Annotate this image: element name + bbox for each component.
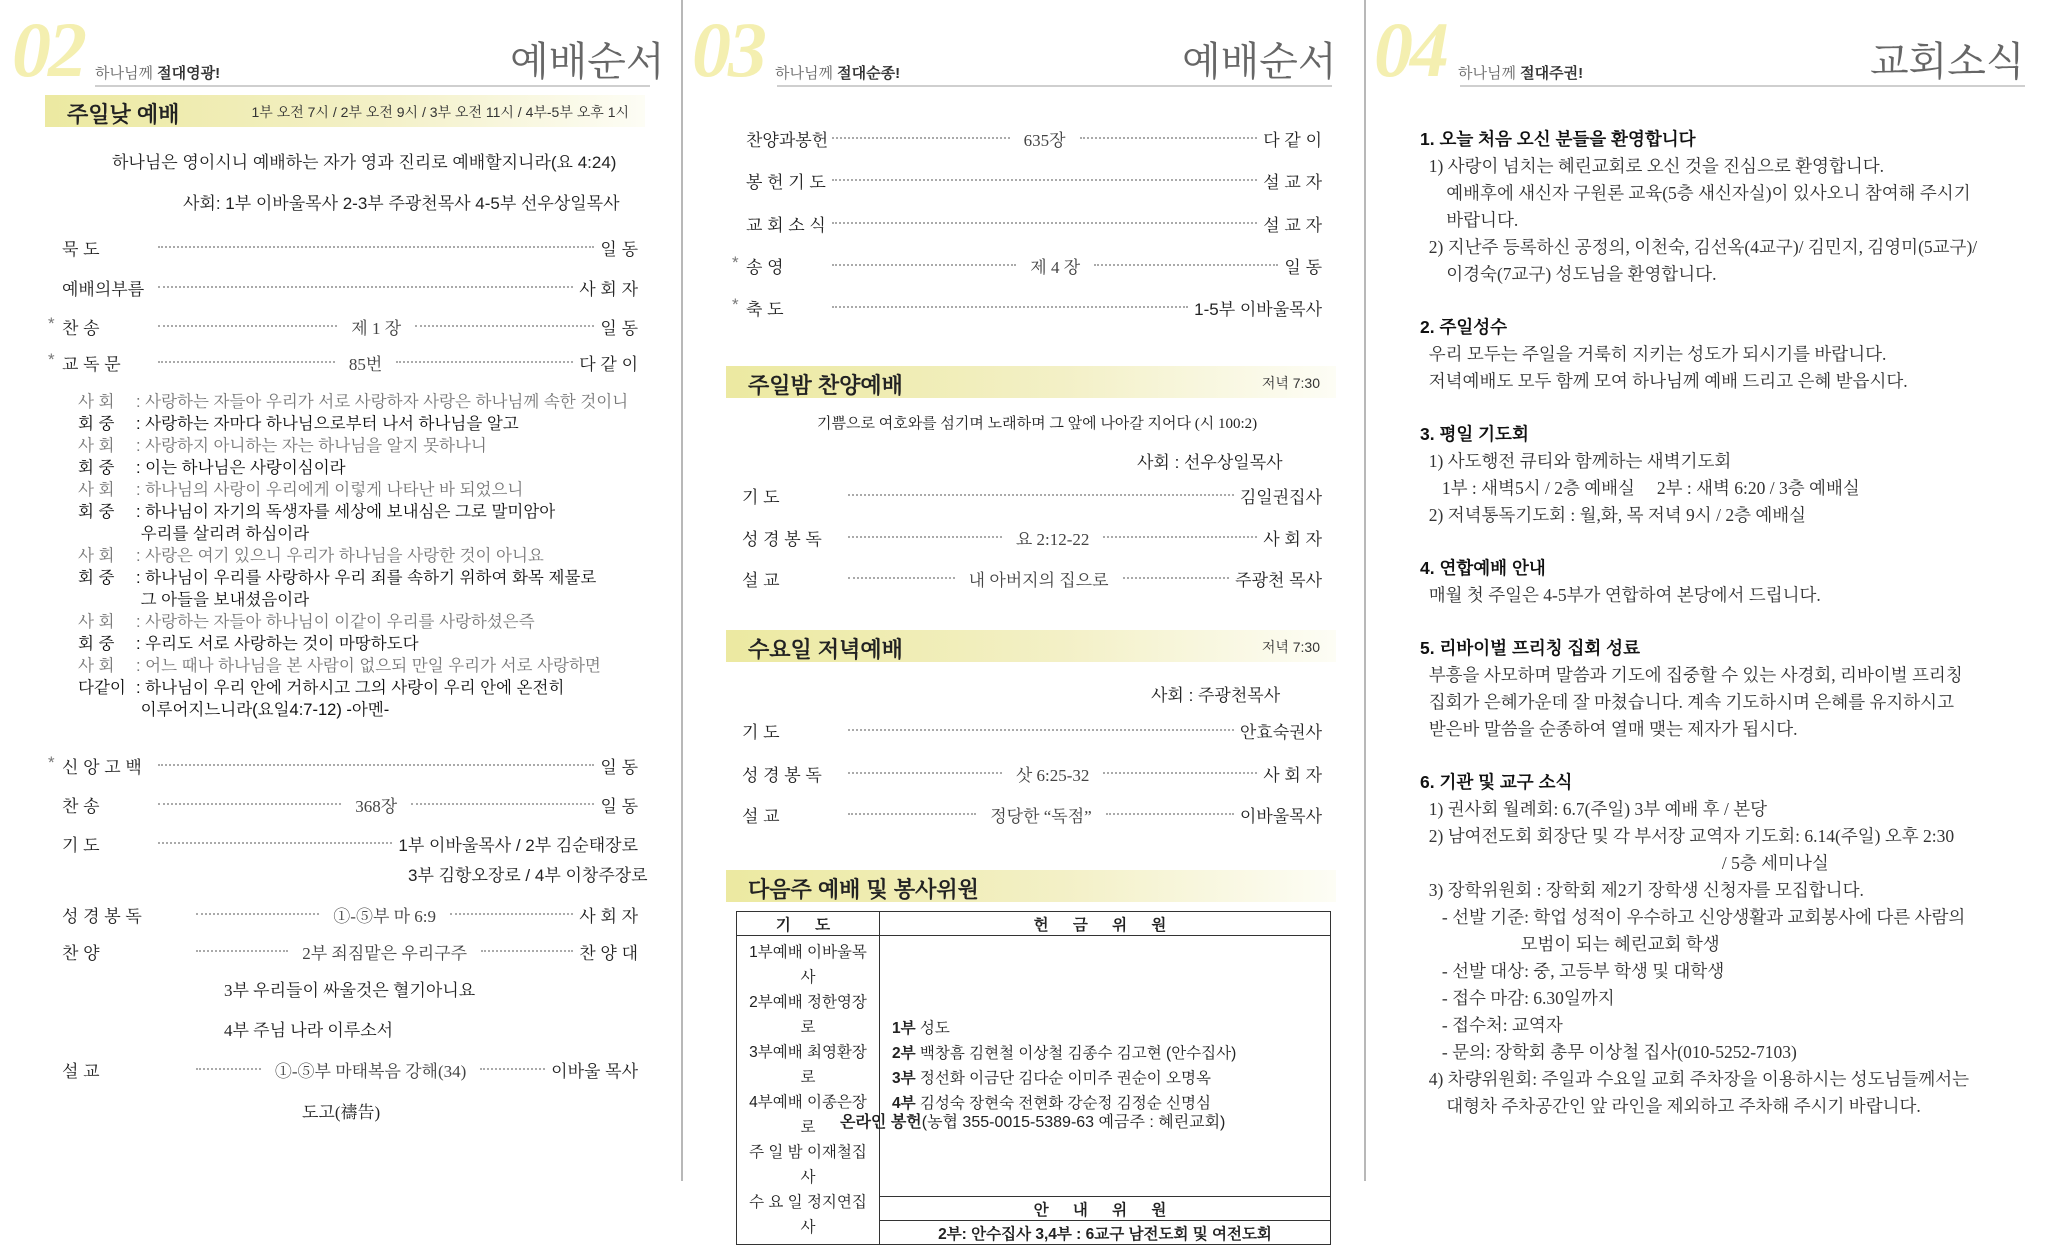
- reading-text: : 하나님의 사랑이 우리에게 이렇게 나타난 바 되었으니: [136, 481, 524, 499]
- order-label: 성 경 봉 독: [742, 765, 822, 785]
- news-heading: 6. 기관 및 교구 소식: [1420, 772, 1573, 792]
- news-text: 받은바 말씀을 순종하여 열매 맺는 제자가 됩시다.: [1420, 719, 1798, 739]
- reading-speaker: 사 회: [78, 481, 115, 499]
- reading-text: : 우리도 서로 사랑하는 것이 마땅하도다: [136, 635, 419, 653]
- order-label: * 축 도: [732, 294, 784, 319]
- news-heading: 5. 리바이벌 프리칭 집회 성료: [1420, 638, 1640, 658]
- service-time: 저녁 7:30: [1261, 375, 1320, 391]
- order-person: 사 회 자: [579, 906, 639, 926]
- section-band-evening: [726, 366, 1336, 398]
- reading-line: [78, 413, 519, 435]
- service-table: [736, 911, 1331, 1245]
- order-label: 기 도: [742, 722, 780, 742]
- reading-text: : 하나님이 우리를 사랑하사 우리 죄를 속하기 위하여 화목 제물로: [136, 569, 597, 587]
- news-text: - 문의: 장학회 총무 이상철 집사(010-5252-7103): [1420, 1042, 1797, 1062]
- order-row: [742, 482, 1322, 508]
- prayer-list: [737, 936, 880, 1245]
- order-label: 기 도: [742, 487, 780, 507]
- section-band-sunday: [45, 95, 645, 127]
- reading-text: : 이는 하나님은 사랑이심이라: [136, 459, 346, 477]
- usher-header: 안 내 위 원: [880, 1197, 1331, 1221]
- order-detail: 제 4 장: [1030, 257, 1081, 277]
- order-row: [742, 760, 1322, 786]
- order-detail: 삿 6:25-32: [1015, 765, 1090, 785]
- order-row: [62, 1056, 638, 1082]
- order-label: 성 경 봉 독: [742, 529, 822, 549]
- evening-verse: 기쁨으로 여호와를 섬기며 노래하며 그 앞에 나아갈 지어다 (시 100:2): [817, 416, 1258, 432]
- news-text: 대형차 주차공간인 앞 라인을 제외하고 주차해 주시기 바랍니다.: [1420, 1096, 1921, 1116]
- order-person: 1-5부 이바울목사: [1194, 299, 1322, 319]
- order-label: 설 교: [742, 570, 780, 590]
- order-label: 찬양과봉헌: [746, 130, 829, 150]
- prayer-person: 주 일 밤 이재철집사: [749, 1144, 867, 1186]
- page-number: 02: [12, 6, 84, 93]
- reading-text: : 하나님이 우리 안에 거하시고 그의 사랑이 우리 안에 온전히: [136, 679, 565, 697]
- reading-text: 이루어지느니라(요일4:7-12) -아멘-: [136, 701, 390, 719]
- news-text: 저녁예배도 모두 함께 모여 하나님께 예배 드리고 은혜 받읍시다.: [1420, 371, 1908, 391]
- section-title: 주일밤 찬양예배: [748, 373, 903, 398]
- reading-text: 그 아들을 보내셨음이라: [136, 591, 310, 609]
- reading-speaker: 사 회: [78, 657, 115, 675]
- order-person: 사 회 자: [1263, 529, 1322, 549]
- leaders: 사회: 1부 이바울목사 2-3부 주광천목사 4-5부 선우상일목사: [183, 194, 620, 213]
- reading-line: [78, 457, 346, 479]
- news-text: 부흥을 사모하며 말씀과 기도에 집중할 수 있는 사경회, 리바이벌 프리칭: [1420, 665, 1963, 685]
- online-offering: 온라인 봉헌(농협 355-0015-5389-63 예금주 : 혜린교회): [840, 1114, 1226, 1131]
- page-03: [682, 0, 1364, 1243]
- order-row: [742, 801, 1322, 827]
- reading-text: : 사랑하는 자들아 우리가 서로 사랑하자 사랑은 하나님께 속한 것이니: [136, 393, 629, 411]
- reading-speaker: 사 회: [78, 437, 115, 455]
- prayer-person: 3부예배 최영환장로: [749, 1044, 867, 1086]
- order-label: * 신 앙 고 백: [48, 752, 142, 777]
- reading-line: [78, 633, 419, 655]
- wed-leader: 사회 : 주광천목사: [1151, 686, 1281, 705]
- order-row: [742, 565, 1322, 591]
- offering-row: 4부 김성숙 장현숙 전현화 강순정 김정순 신명심: [892, 1095, 1211, 1112]
- order-label: * 송 영: [732, 252, 784, 277]
- section-band-wednesday: [726, 630, 1336, 662]
- reading-speaker: 다같이: [78, 679, 126, 697]
- reading-text: : 어느 때나 하나님을 본 사람이 없으되 만일 우리가 서로 사랑하면: [136, 657, 601, 675]
- service-times: 1부 오전 7시 / 2부 오전 9시 / 3부 오전 11시 / 4부-5부 오후 1시: [251, 104, 629, 120]
- reading-line: [78, 699, 389, 721]
- news-text: 이경숙(7교구) 성도님을 환영합니다.: [1420, 264, 1717, 284]
- page-02: [0, 0, 681, 1181]
- order-person: 일 동: [1284, 257, 1322, 277]
- order-label: 교 회 소 식: [746, 215, 826, 235]
- closing-prayer: 도고(禱告): [302, 1103, 381, 1122]
- news-heading: 2. 주일성수: [1420, 317, 1508, 337]
- offering-row: 1부 성도: [892, 1020, 950, 1037]
- order-person: 주광천 목사: [1235, 570, 1323, 590]
- reading-line: [78, 655, 601, 677]
- news-text: - 선발 대상: 중, 고등부 학생 및 대학생: [1420, 961, 1725, 981]
- order-person: 안효숙권사: [1239, 722, 1322, 742]
- order-detail: 368장: [355, 796, 398, 816]
- order-label: 예배의부름: [62, 279, 145, 299]
- reading-text: : 하나님이 자기의 독생자를 세상에 보내심은 그로 말미암아: [136, 503, 556, 521]
- order-person: 일 동: [600, 757, 638, 777]
- prayer-person: 1부예배 이바울목사: [749, 944, 867, 986]
- reading-line: [78, 435, 487, 457]
- page-title: 예배순서: [1182, 39, 1337, 84]
- reading-line: [78, 589, 309, 611]
- news-text: 집회가 은혜가운데 잘 마쳤습니다. 계속 기도하시며 은혜를 유지하시고: [1420, 692, 1954, 712]
- order-person: 이바울 목사: [551, 1061, 638, 1081]
- news-text: 3) 장학위원회 : 장학회 제2기 장학생 신청자를 모집합니다.: [1420, 880, 1864, 900]
- prayer-person: 4부예배 이종은장로: [749, 1094, 867, 1136]
- news-text: 우리 모두는 주일을 거룩히 지키는 성도가 되시기를 바랍니다.: [1420, 344, 1887, 364]
- order-detail: 2부 죄짐맡은 우리구주: [302, 943, 468, 963]
- reading-speaker: 회 중: [78, 569, 115, 587]
- news-text: 1부 : 새벽5시 / 2층 예배실 2부 : 새벽 6:20 / 3층 예배실: [1420, 478, 1860, 498]
- order-row: [742, 717, 1322, 743]
- slogan: 하나님께 절대주권!: [1458, 65, 1584, 82]
- reading-text: : 사랑하는 자들아 하나님이 이같이 우리를 사랑하셨은즉: [136, 613, 535, 631]
- prayer-continued: 3부 김항오장로 / 4부 이창주장로: [408, 866, 648, 885]
- order-row: [62, 938, 638, 964]
- theme-verse: 하나님은 영이시니 예배하는 자가 영과 진리로 예배할지니라(요 4:24): [112, 153, 617, 172]
- news-text: - 접수 마감: 6.30일까지: [1420, 988, 1615, 1008]
- order-row: [62, 274, 638, 300]
- order-person: 설 교 자: [1263, 215, 1322, 235]
- reading-speaker: 사 회: [78, 393, 115, 411]
- order-row: [48, 349, 638, 375]
- section-title: 주일낮 예배: [67, 102, 180, 127]
- order-label: 묵 도: [62, 239, 100, 259]
- choir-4: 4부 주님 나라 이루소서: [224, 1021, 394, 1040]
- order-row: [62, 234, 638, 260]
- reading-line: [78, 545, 544, 567]
- news-heading: 4. 연합예배 안내: [1420, 558, 1546, 578]
- reading-line: [78, 611, 535, 633]
- order-row: [736, 167, 1322, 193]
- evening-leader: 사회 : 선우상일목사: [1137, 453, 1283, 472]
- order-detail: 85번: [348, 354, 383, 374]
- order-label: 설 교: [742, 806, 780, 826]
- page-number: 03: [692, 6, 764, 93]
- page-title: 예배순서: [510, 39, 665, 84]
- reading-line: [78, 391, 628, 413]
- order-detail: ①-⑤부 마태복음 강해(34): [274, 1061, 467, 1081]
- order-detail: 정당한 “독점”: [990, 806, 1092, 826]
- news-text: 매월 첫 주일은 4-5부가 연합하여 본당에서 드립니다.: [1420, 585, 1821, 605]
- page-title: 교회소식: [1870, 39, 2025, 84]
- reading-text: : 사랑하는 자마다 하나님으로부터 나서 하나님을 알고: [136, 415, 519, 433]
- news-heading: 3. 평일 기도회: [1420, 424, 1529, 444]
- order-label: 찬 양: [62, 943, 100, 963]
- order-person: 사 회 자: [579, 279, 638, 299]
- order-person: 찬 양 대: [579, 943, 638, 963]
- reading-speaker: 회 중: [78, 459, 115, 477]
- news-heading: 1. 오늘 처음 오신 분들을 환영합니다: [1420, 129, 1696, 149]
- news-text: 1) 사도행전 큐티와 함께하는 새벽기도회: [1420, 451, 1732, 471]
- prayer-header: 기 도: [737, 912, 880, 936]
- order-row: [48, 313, 638, 339]
- reading-speaker: 회 중: [78, 415, 115, 433]
- reading-speaker: 사 회: [78, 547, 115, 565]
- order-person: 다 같 이: [1263, 130, 1322, 150]
- order-detail: 요 2:12-22: [1015, 529, 1090, 549]
- order-detail: 635장: [1023, 130, 1066, 150]
- slogan: 하나님께 절대순종!: [775, 65, 901, 82]
- order-person: 다 같 이: [579, 354, 638, 374]
- reading-text: : 사랑하지 아니하는 자는 하나님을 알지 못하나니: [136, 437, 487, 455]
- reading-line: [78, 567, 596, 589]
- news-text: / 5층 세미나실: [1420, 853, 1829, 873]
- order-person: 설 교 자: [1263, 172, 1322, 192]
- reading-line: [78, 677, 564, 699]
- news-text: 2) 남여전도회 회장단 및 각 부서장 교역자 기도회: 6.14(주일) 오후 2:30: [1420, 826, 1955, 846]
- news-text: 1) 권사회 월례회: 6.7(주일) 3부 예배 후 / 본당: [1420, 799, 1768, 819]
- news-text: - 선발 기준: 학업 성적이 우수하고 신앙생활과 교회봉사에 다른 사람의: [1420, 907, 1966, 927]
- choir-3: 3부 우리들이 싸울것은 혈기아니요: [224, 981, 476, 1000]
- order-detail: 내 아버지의 집으로: [968, 570, 1109, 590]
- usher-row: 2부: 안수집사 3,4부 : 6교구 남전도회 및 여전도회: [880, 1221, 1331, 1245]
- service-time: 저녁 7:30: [1261, 639, 1320, 655]
- reading-line: [78, 501, 555, 523]
- news-text: 모범이 되는 혜린교회 학생: [1420, 934, 1720, 954]
- page-number: 04: [1374, 6, 1446, 93]
- reading-speaker: 회 중: [78, 635, 115, 653]
- reading-speaker: 회 중: [78, 503, 115, 521]
- order-row: [742, 524, 1322, 550]
- order-row: [732, 294, 1322, 320]
- order-person: 이바울목사: [1239, 806, 1323, 826]
- order-detail: 제 1 장: [351, 318, 402, 338]
- order-person: 사 회 자: [1263, 765, 1322, 785]
- prayer-person: 수 요 일 정지연집사: [749, 1194, 867, 1236]
- offering-list: [880, 936, 1331, 1197]
- order-label: 봉 헌 기 도: [746, 172, 826, 192]
- order-row: [62, 901, 638, 927]
- order-row: [62, 791, 638, 817]
- news-text: - 접수처: 교역자: [1420, 1015, 1563, 1035]
- section-title: 다음주 예배 및 봉사위원: [748, 877, 979, 902]
- news-text: 예배후에 새신자 구원론 교육(5층 새신자실)이 있사오니 참여해 주시기: [1420, 183, 1971, 203]
- page-04: [1365, 0, 2057, 1181]
- order-label: * 찬 송: [48, 313, 100, 338]
- order-row: [48, 752, 638, 778]
- order-label: 기 도: [62, 835, 100, 855]
- news-text: 2) 저녁통독기도회 : 월,화, 목 저녁 9시 / 2층 예배실: [1420, 505, 1807, 525]
- order-detail: ①-⑤부 마 6:9: [333, 906, 437, 926]
- order-label: 성 경 봉 독: [62, 906, 142, 926]
- order-label: * 교 독 문: [48, 349, 121, 374]
- reading-line: [78, 479, 523, 501]
- reading-text: : 사랑은 여기 있으니 우리가 하나님을 사랑한 것이 아니요: [136, 547, 544, 565]
- order-person: 김일권집사: [1239, 487, 1322, 507]
- news-text: 바랍니다.: [1420, 210, 1519, 230]
- offering-header: 헌 금 위 원: [880, 912, 1331, 936]
- section-title: 수요일 저녁예배: [748, 637, 903, 662]
- order-label: 찬 송: [62, 796, 100, 816]
- order-person: 1부 이바울목사 / 2부 김순태장로: [398, 835, 638, 855]
- order-person: 일 동: [600, 318, 638, 338]
- news-text: 4) 차량위원회: 주일과 수요일 교회 주차장을 이용하시는 성도님들께서는: [1420, 1069, 1970, 1089]
- order-label: 설 교: [62, 1061, 100, 1081]
- order-row: [732, 252, 1322, 278]
- order-row: [62, 830, 638, 856]
- reading-line: [78, 523, 309, 545]
- order-person: 일 동: [600, 796, 639, 816]
- news-text: 2) 지난주 등록하신 공정의, 이천숙, 김선옥(4교구)/ 김민지, 김영미(5교구)/: [1420, 237, 1978, 257]
- offering-row: 3부 정선화 이금단 김다순 이미주 권순이 오명옥: [892, 1070, 1211, 1087]
- reading-text: 우리를 살리려 하심이라: [136, 525, 310, 543]
- news-text: 1) 사랑이 넘치는 혜린교회로 오신 것을 진심으로 환영합니다.: [1420, 156, 1885, 176]
- order-row: [736, 210, 1322, 236]
- section-band-next: [726, 870, 1336, 902]
- reading-speaker: 사 회: [78, 613, 115, 631]
- order-person: 일 동: [600, 239, 638, 259]
- offering-row: 2부 백창흠 김현철 이상철 김종수 김고현 (안수집사): [892, 1045, 1237, 1062]
- prayer-person: 2부예배 정한영장로: [749, 994, 867, 1036]
- slogan: 하나님께 절대영광!: [95, 65, 221, 82]
- order-row: [736, 125, 1322, 151]
